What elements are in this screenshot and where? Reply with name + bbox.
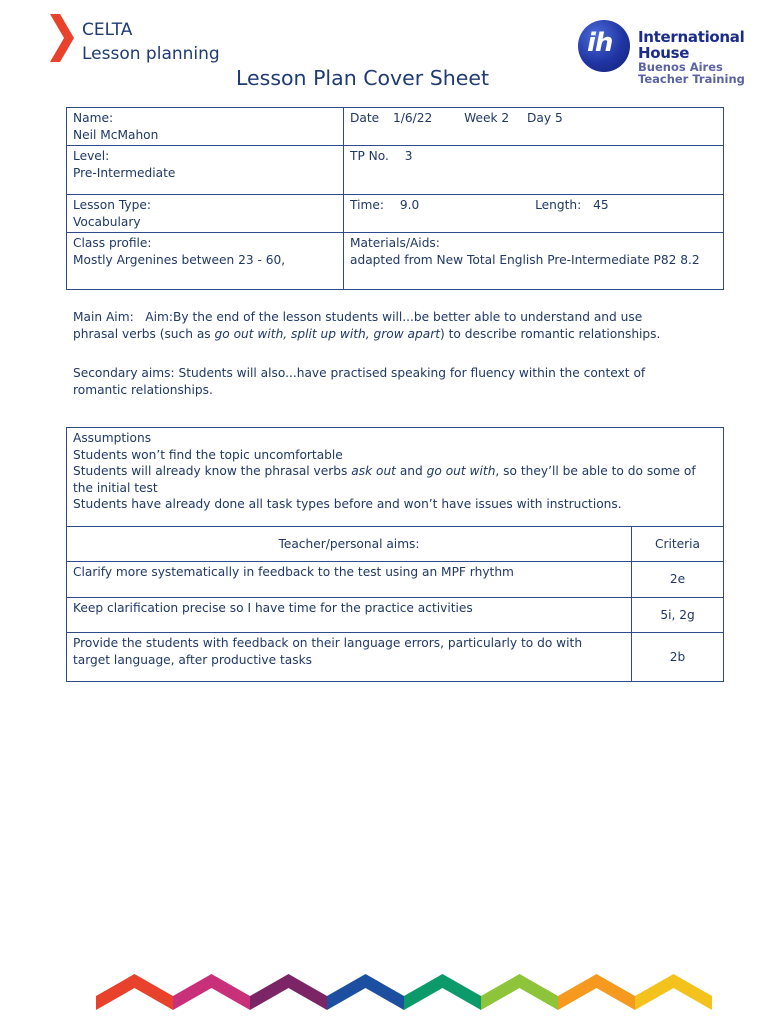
zigzag-segment (520, 974, 559, 1010)
page-title: Lesson Plan Cover Sheet (235, 66, 490, 90)
secondary-aims-line-1: Secondary aims: Students will also...have practised speaking for fluency within the context of (73, 366, 646, 380)
zigzag-segment (558, 974, 597, 1010)
lesson-type-label: Lesson Type: (73, 198, 151, 212)
time-value: 9.0 (399, 198, 420, 212)
criteria-2: 5i, 2g (632, 598, 724, 633)
teacher-aim-2: Keep clarification precise so I have time for the practice activities (67, 598, 632, 633)
main-aim (73, 309, 673, 342)
level-label: Level: (73, 149, 110, 163)
materials-value: adapted from New Total English Pre-Intermediate P82 8.2 (350, 252, 700, 267)
celta-chevron-icon (50, 14, 76, 62)
name-label: Name: (73, 111, 114, 125)
tp-label: TP No. (350, 149, 389, 163)
lesson-planning-subtitle: Lesson planning (82, 44, 220, 64)
name-value: Neil McMahon (73, 127, 159, 142)
date-cell (344, 108, 724, 146)
teacher-aim-3-line-2: target language, after productive tasks (73, 652, 312, 667)
class-profile-value: Mostly Argenines between 23 - 60, (73, 252, 286, 267)
length-label: Length: (535, 198, 582, 212)
zigzag-segment (250, 974, 289, 1010)
zigzag-segment (173, 974, 212, 1010)
criteria-header: Criteria (632, 527, 724, 562)
zigzag-segment (96, 974, 135, 1010)
assumption-1: Students won’t find the topic uncomfortable (73, 447, 343, 462)
level-cell (67, 146, 344, 195)
secondary-aims (73, 365, 673, 398)
day-value: Day 5 (527, 111, 563, 125)
materials-label: Materials/Aids: (350, 236, 440, 250)
assumptions-aims-table (66, 427, 724, 682)
zigzag-segment (366, 974, 405, 1010)
tp-cell (344, 146, 724, 195)
zigzag-segment (289, 974, 328, 1010)
zigzag-segment (212, 974, 251, 1010)
zigzag-segment (404, 974, 443, 1010)
footer-zigzag-decoration (96, 970, 716, 1016)
secondary-aims-line-2: romantic relationships. (73, 382, 213, 397)
criteria-1: 2e (632, 562, 724, 598)
assumption-2-ask-out: ask out (351, 464, 396, 478)
zigzag-segment (443, 974, 482, 1010)
level-value: Pre-Intermediate (73, 165, 176, 180)
date-value: 1/6/22 (393, 111, 433, 125)
celta-title: CELTA (82, 20, 133, 40)
date-label: Date (350, 111, 380, 125)
assumptions-title: Assumptions (73, 431, 152, 445)
assumption-2-text: Students will already know the phrasal verbs (73, 464, 352, 478)
table-row (67, 633, 724, 682)
ih-logo-mark: ih (587, 28, 613, 58)
assumptions-cell (67, 428, 724, 527)
main-aim-text-2: phrasal verbs (such as (73, 326, 215, 341)
logo-line-3: Buenos Aires (638, 60, 723, 74)
logo-line-4: Teacher Training (638, 72, 745, 86)
class-profile-label: Class profile: (73, 236, 152, 250)
assumption-2-and: and (395, 464, 427, 478)
zigzag-segment (135, 974, 174, 1010)
zigzag-segment (635, 974, 674, 1010)
time-cell (344, 195, 724, 233)
length-value: 45 (593, 198, 609, 212)
name-cell (67, 108, 344, 146)
lesson-type-value: Vocabulary (73, 214, 141, 229)
zigzag-segment (674, 974, 713, 1010)
main-aim-text-3: ) to describe romantic relationships. (440, 326, 661, 341)
main-aim-text: Aim:By the end of the lesson students will...be better able to understand and use (145, 310, 643, 324)
teacher-aim-3 (67, 633, 632, 682)
assumption-2-cont: the initial test (73, 480, 158, 495)
zigzag-segment (597, 974, 636, 1010)
table-row (67, 562, 724, 598)
assumption-2 (73, 463, 717, 480)
assumption-3: Students have already done all task types before and won’t have issues with instructions. (73, 497, 622, 511)
materials-cell (344, 233, 724, 290)
main-aim-examples: go out with, split up with, grow apart (214, 326, 440, 341)
criteria-3: 2b (632, 633, 724, 682)
cover-info-table (66, 107, 724, 290)
zigzag-segment (327, 974, 366, 1010)
assumption-2-rest: , so they’ll be able to do some of (495, 464, 696, 478)
tp-value: 3 (404, 149, 413, 163)
time-label: Time: (350, 198, 384, 212)
teacher-aim-1: Clarify more systematically in feedback to the test using an MPF rhythm (67, 562, 632, 598)
table-row (67, 598, 724, 633)
logo-line-2: House (638, 44, 690, 62)
assumption-2-go-out-with: go out with (426, 464, 496, 478)
lesson-type-cell (67, 195, 344, 233)
logo-line-1: International (638, 28, 745, 46)
zigzag-segment (481, 974, 520, 1010)
class-profile-cell (67, 233, 344, 290)
main-aim-label: Main Aim: (73, 310, 134, 324)
teacher-aim-3-line-1: Provide the students with feedback on their language errors, particularly to do with (73, 636, 583, 650)
teacher-aims-header: Teacher/personal aims: (67, 527, 632, 562)
week-value: Week 2 (464, 111, 510, 125)
international-house-logo (578, 20, 748, 86)
